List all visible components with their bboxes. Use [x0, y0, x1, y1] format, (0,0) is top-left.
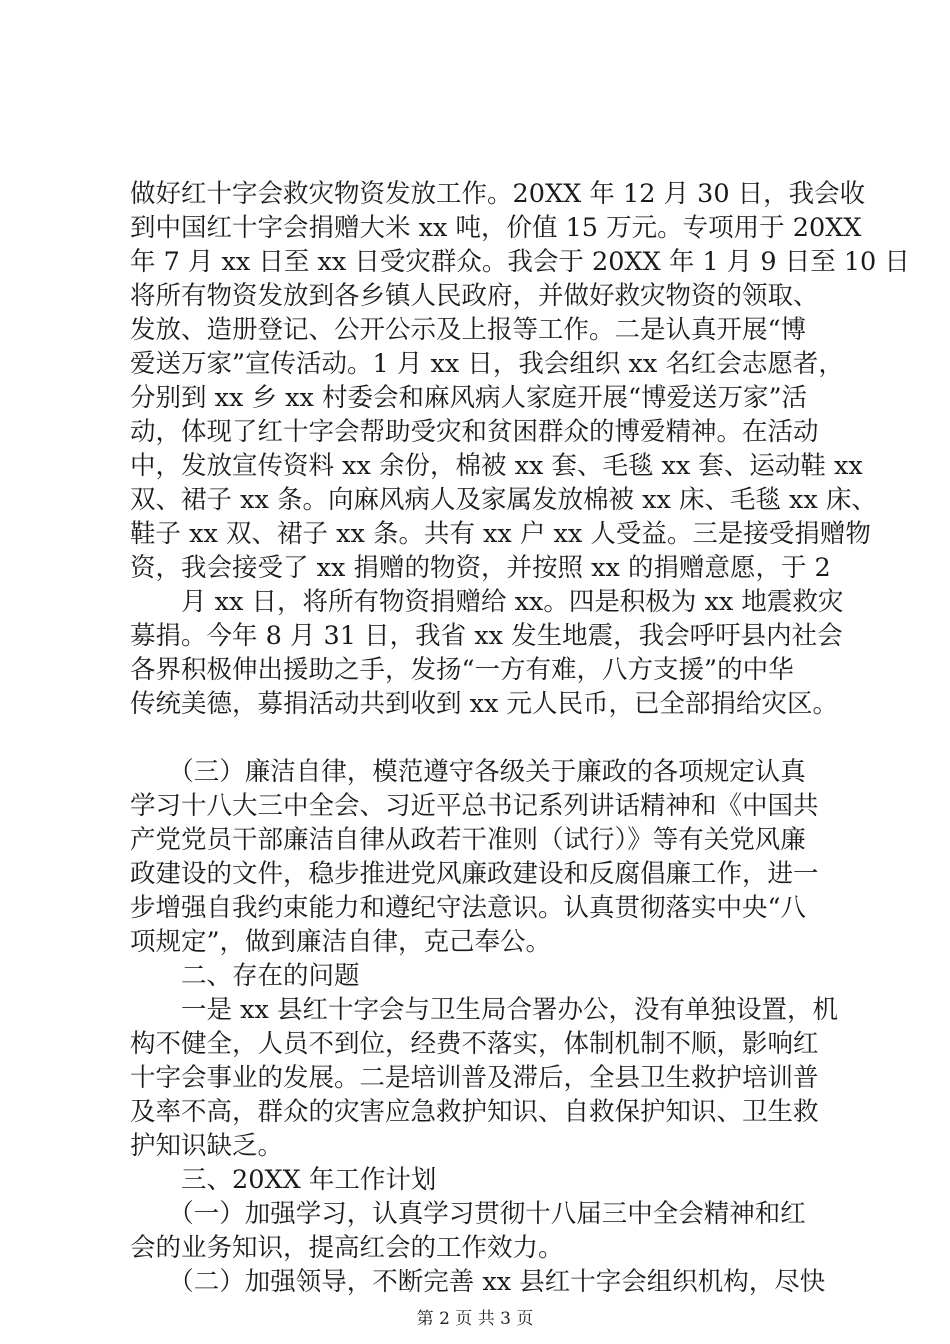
body-text-line: 各界积极伸出援助之手，发扬“一方有难，八方支援”的中华 [130, 655, 794, 685]
body-text-line: 项规定”，做到廉洁自律，克己奉公。 [130, 927, 552, 957]
body-text-line: 及率不高，群众的灾害应急救护知识、自救保护知识、卫生救 [130, 1097, 819, 1127]
body-text-line: 到中国红十字会捐赠大米 xx 吨，价值 15 万元。专项用于 20XX [130, 213, 862, 243]
body-text-line: 学习十八大三中全会、习近平总书记系列讲话精神和《中国共 [130, 791, 819, 821]
body-text-line: （二）加强领导，不断完善 xx 县红十字会组织机构，尽快 [130, 1267, 826, 1297]
body-text-line: 将所有物资发放到各乡镇人民政府，并做好救灾物资的领取、 [130, 281, 819, 311]
body-text-line: 募捐。今年 8 月 31 日，我省 xx 发生地震，我会呼吁县内社会 [130, 621, 843, 651]
body-text-line: 护知识缺乏。 [130, 1131, 284, 1161]
page-number-footer: 第 2 页 共 3 页 [416, 1309, 534, 1329]
body-text-line: 鞋子 xx 双、裙子 xx 条。共有 xx 户 xx 人受益。三是接受捐赠物 [130, 519, 871, 549]
section-heading: 三、20XX 年工作计划 [130, 1165, 437, 1195]
body-text-line: 动，体现了红十字会帮助受灾和贫困群众的博爱精神。在活动 [130, 417, 819, 447]
body-text-line: 资，我会接受了 xx 捐赠的物资，并按照 xx 的捐赠意愿，于 2 [130, 553, 831, 583]
body-text-line: 一是 xx 县红十字会与卫生局合署办公，没有单独设置，机 [130, 995, 838, 1025]
body-text-line: 构不健全，人员不到位，经费不落实，体制机制不顺，影响红 [130, 1029, 819, 1059]
body-text-line: 政建设的文件，稳步推进党风廉政建设和反腐倡廉工作，进一 [130, 859, 819, 889]
body-text-line: 做好红十字会救灾物资发放工作。20XX 年 12 月 30 日，我会收 [130, 179, 866, 209]
body-text-line: 会的业务知识，提高红会的工作效力。 [130, 1233, 564, 1263]
body-text-line: 中，发放宣传资料 xx 余份，棉被 xx 套、毛毯 xx 套、运动鞋 xx [130, 451, 863, 481]
body-text-line: 双、裙子 xx 条。向麻风病人及家属发放棉被 xx 床、毛毯 xx 床、 [130, 485, 877, 515]
body-text-line: 发放、造册登记、公开公示及上报等工作。二是认真开展“博 [130, 315, 807, 345]
section-heading: 二、存在的问题 [130, 961, 360, 991]
body-text-line: 传统美德，募捐活动共到收到 xx 元人民币，已全部捐给灾区。 [130, 689, 838, 719]
body-text-line: 爱送万家”宣传活动。1 月 xx 日，我会组织 xx 名红会志愿者， [130, 349, 844, 379]
body-text-line: 分别到 xx 乡 xx 村委会和麻风病人家庭开展“博爱送万家”活 [130, 383, 808, 413]
body-text-line: 月 xx 日，将所有物资捐赠给 xx。四是积极为 xx 地震救灾 [130, 587, 844, 617]
body-text-line: （三）廉洁自律，模范遵守各级关于廉政的各项规定认真 [130, 757, 806, 787]
body-text-line: 产党党员干部廉洁自律从政若干准则（试行）》等有关党风廉 [130, 825, 806, 855]
body-text-line: 步增强自我约束能力和遵纪守法意识。认真贯彻落实中央“八 [130, 893, 807, 923]
body-text-line: 年 7 月 xx 日至 xx 日受灾群众。我会于 20XX 年 1 月 9 日至 10 日 [130, 247, 910, 277]
body-text-line: （一）加强学习，认真学习贯彻十八届三中全会精神和红 [130, 1199, 806, 1229]
body-text-line: 十字会事业的发展。二是培训普及滞后，全县卫生救护培训普 [130, 1063, 819, 1093]
